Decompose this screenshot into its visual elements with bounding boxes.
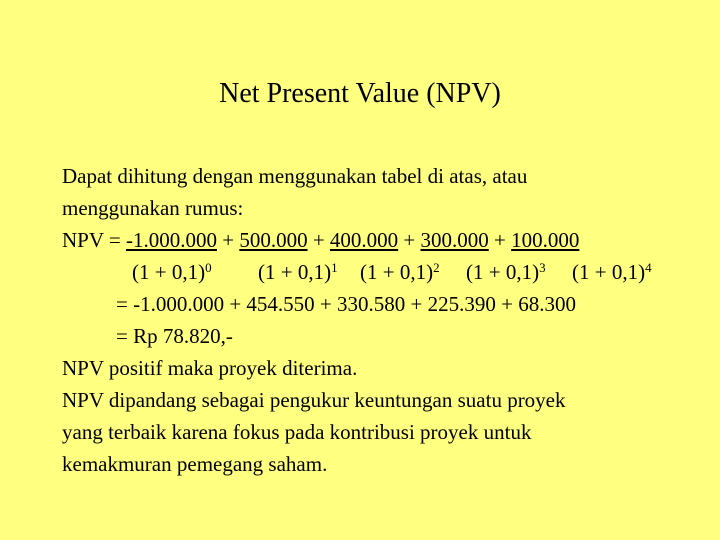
formula-numerator-line [62, 224, 702, 256]
plus-sign: + [398, 228, 421, 252]
conclusion-text: NPV positif maka proyek diterima. [62, 356, 358, 380]
denominator-2: $(1 + 0,1)^2$ [360, 260, 440, 284]
note-line-2: yang terbaik karena fokus pada kontribusi proyek untuk [62, 420, 532, 444]
formula-result: = Rp 78.820,- [116, 324, 233, 348]
plus-sign: + [216, 228, 240, 252]
numerator-1: 500.000 [239, 228, 308, 252]
note-line-1: NPV dipandang sebagai pengukur keuntungan suatu proyek [62, 388, 566, 412]
formula-denominator-line [62, 256, 702, 288]
plus-sign: + [307, 228, 330, 252]
formula-prefix: NPV = [62, 228, 126, 252]
note-line-3: kemakmuran pemegang saham. [62, 452, 328, 476]
numerator-4: 100.000 [511, 228, 580, 252]
slide-title: Net Present Value (NPV) [219, 78, 501, 109]
numerator-0: -1.000.000 [125, 228, 217, 252]
denominator-4: $(1 + 0,1)^4$ [572, 260, 652, 284]
numerator-2: 400.000 [329, 228, 399, 252]
plus-sign: + [488, 228, 512, 252]
numerator-3: 300.000 [420, 228, 489, 252]
denominator-3: $(1 + 0,1)^3$ [466, 260, 546, 284]
denominator-1: $(1 + 0,1)^1$ [258, 260, 338, 284]
slide-body [62, 160, 702, 480]
denominator-0: $(1 + 0,1)^0$ [132, 260, 212, 284]
formula-step-2: = -1.000.000 + 454.550 + 330.580 + 225.390 + 68.300 [116, 292, 576, 316]
intro-line-1: Dapat dihitung dengan menggunakan tabel di atas, atau [62, 164, 528, 188]
intro-line-2: menggunakan rumus: [62, 196, 244, 220]
